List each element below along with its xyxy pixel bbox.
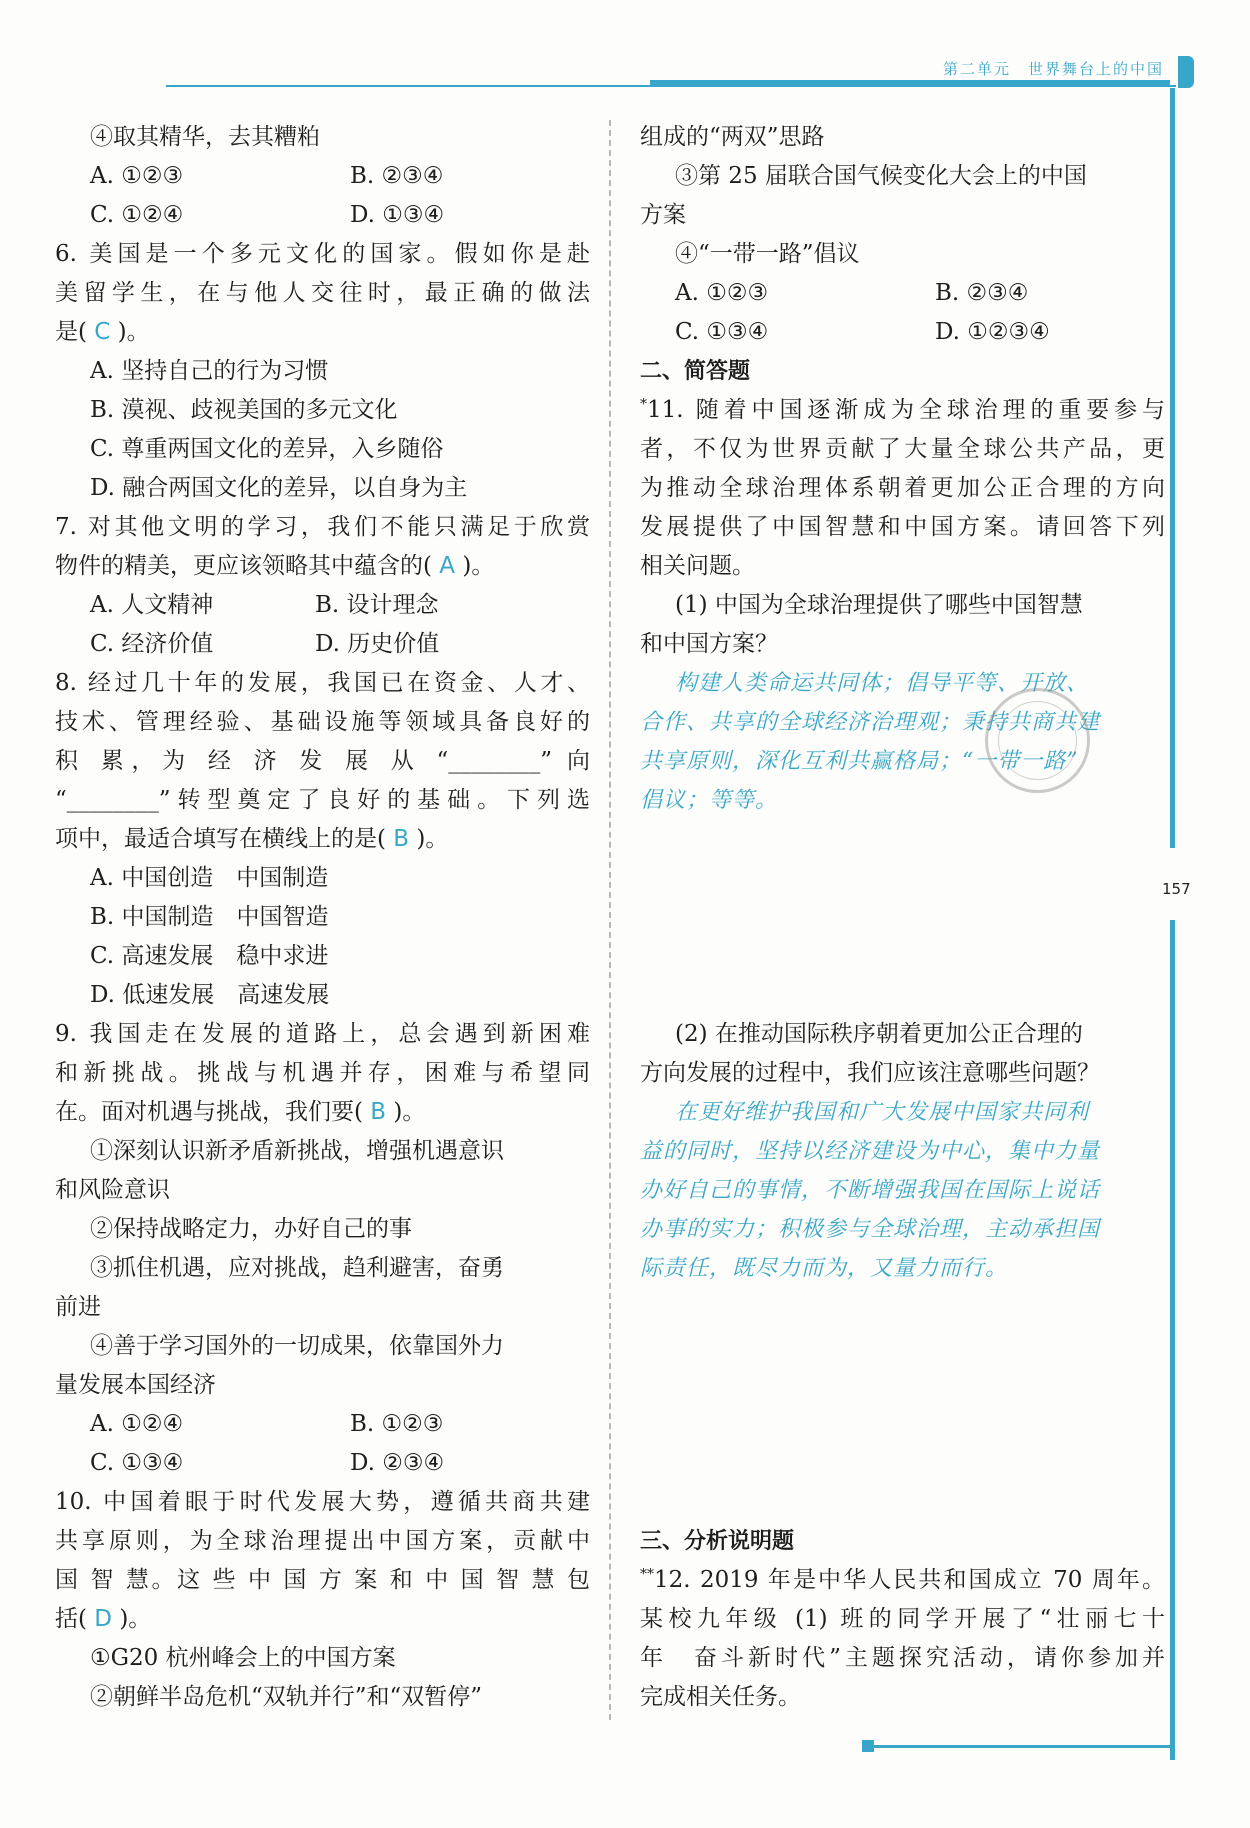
text-line: 美留学生，在与他人交往时，最正确的做法 [55, 280, 590, 306]
text-line: 量发展本国经济 [55, 1372, 216, 1398]
text-line: 6. 美国是一个多元文化的国家。假如你是赴 [55, 241, 590, 267]
text-line: 完成相关任务。 [640, 1684, 801, 1710]
text-line: 积 累，为 经 济 发 展 从 “________” 向 [55, 748, 590, 774]
option: A. 人文精神 [90, 592, 214, 618]
text-line: 为推动全球治理体系朝着更加公正合理的方向 [640, 475, 1165, 501]
text-line: 技术、管理经验、基础设施等领域具备良好的 [55, 709, 590, 735]
option-row [55, 196, 590, 235]
text-line: 者，不仅为世界贡献了大量全球公共产品，更 [640, 436, 1165, 462]
text-line: D. 融合两国文化的差异，以自身为主 [90, 475, 468, 501]
text-line: D. 低速发展 高速发展 [90, 982, 330, 1008]
blank-space [640, 1327, 1165, 1366]
header-rule-thin [166, 85, 1176, 87]
question-line [55, 547, 590, 586]
text-line: 某校九年级 (1) 班的同学开展了“壮丽七十 [640, 1606, 1165, 1632]
text-line: 9. 我国走在发展的道路上，总会遇到新困难 [55, 1021, 590, 1047]
blank-space [640, 898, 1165, 937]
handwritten-answer: 办好自己的事情，不断增强我国在国际上说话 [640, 1178, 1101, 1203]
question-line [55, 313, 590, 352]
text-line: 国 智 慧。这 些 中 国 方 案 和 中 国 智 慧 包 [55, 1567, 590, 1593]
question-text: 项中，最适合填写在横线上的是( [55, 826, 386, 852]
blank-space [640, 820, 1165, 859]
text-line: (1) 中国为全球治理提供了哪些中国智慧 [675, 592, 1083, 618]
footer-dot [862, 1740, 874, 1752]
text-line: B. 中国制造 中国智造 [90, 904, 329, 930]
question-text: 12. 2019 年是中华人民共和国成立 70 周年。 [654, 1567, 1165, 1593]
question-text: )。 [393, 1099, 426, 1125]
answer-mark: B [385, 826, 417, 852]
text-line: 发展提供了中国智慧和中国方案。请回答下列 [640, 514, 1165, 540]
text-line: B. 漠视、歧视美国的多元文化 [90, 397, 398, 423]
option: B. ②③④ [350, 163, 444, 189]
option: C. ①②④ [90, 202, 184, 228]
text-line: 共享原则，为全球治理提出中国方案，贡献中 [55, 1528, 590, 1554]
option-row [55, 157, 590, 196]
question-text: 是( [55, 319, 87, 345]
option: B. ②③④ [935, 280, 1029, 306]
option-row [55, 1405, 590, 1444]
question-text: )。 [119, 1606, 152, 1632]
question-text: 物件的精美，更应该领略其中蕴含的( [55, 553, 432, 579]
text-line: 方案 [640, 202, 686, 228]
handwritten-answer: 倡议；等等。 [640, 788, 779, 813]
text-line: A. 中国创造 中国制造 [90, 865, 329, 891]
blank-space [640, 1366, 1165, 1405]
text-line: 相关问题。 [640, 553, 755, 579]
option: C. ①③④ [90, 1450, 184, 1476]
handwritten-answer: 构建人类命运共同体；倡导平等、开放、 [675, 671, 1090, 696]
blank-space [640, 1405, 1165, 1444]
text-line: C. 高速发展 稳中求进 [90, 943, 329, 969]
text-line: ①G20 杭州峰会上的中国方案 [90, 1645, 396, 1671]
option-row [55, 1444, 590, 1483]
question-line [640, 391, 1165, 430]
text-line: 7. 对其他文明的学习，我们不能只满足于欣赏 [55, 514, 590, 540]
blank-space [640, 976, 1165, 1015]
text-line: ④“一带一路”倡议 [675, 241, 860, 267]
question-text: )。 [462, 553, 495, 579]
unit-header: 第二单元 世界舞台上的中国 [942, 60, 1164, 78]
text-line: 年 奋斗新时代”主题探究活动，请你参加并 [640, 1645, 1165, 1671]
footer-rule [866, 1745, 1172, 1748]
option: A. ①②④ [90, 1411, 184, 1437]
question-text: )。 [416, 826, 449, 852]
text-line: 组成的“两双”思路 [640, 124, 825, 150]
question-line [55, 820, 590, 859]
column-divider [609, 120, 611, 1720]
text-line: ②朝鲜半岛危机“双轨并行”和“双暂停” [90, 1684, 483, 1710]
side-rule-top [1170, 88, 1175, 848]
option-row [640, 274, 1165, 313]
handwritten-answer: 合作、共享的全球经济治理观；秉持共商共建 [640, 710, 1101, 735]
question-text: 在。面对机遇与挑战，我们要( [55, 1099, 363, 1125]
text-line: (2) 在推动国际秩序朝着更加公正合理的 [675, 1021, 1083, 1047]
question-text: )。 [117, 319, 150, 345]
option-row [55, 625, 590, 664]
section-heading: 二、简答题 [640, 359, 751, 384]
text-line: 和风险意识 [55, 1177, 170, 1203]
blank-space [640, 937, 1165, 976]
option: B. 设计理念 [315, 592, 439, 618]
question-text: 括( [55, 1606, 87, 1632]
section-heading: 三、分析说明题 [640, 1529, 795, 1554]
text-line: ①深刻认识新矛盾新挑战，增强机遇意识 [90, 1138, 504, 1164]
text-line: ④善于学习国外的一切成果，依靠国外力 [90, 1333, 504, 1359]
handwritten-answer: 在更好维护我国和广大发展中国家共同利 [675, 1100, 1090, 1125]
handwritten-answer: 共享原则，深化互利共赢格局；“一带一路” [640, 749, 1079, 774]
option: C. 经济价值 [90, 631, 214, 657]
answer-mark: D [86, 1606, 120, 1632]
text-line: 和中国方案？ [640, 631, 778, 657]
side-rule-bottom [1170, 920, 1175, 1760]
text-line: 和新挑战。挑战与机遇并存，困难与希望同 [55, 1060, 590, 1086]
text-line: C. 尊重两国文化的差异，入乡随俗 [90, 436, 444, 462]
difficulty-mark: ** [640, 1566, 654, 1583]
text-line: 方向发展的过程中，我们应该注意哪些问题？ [640, 1060, 1100, 1086]
text-line: 10. 中国着眼于时代发展大势，遵循共商共建 [55, 1489, 590, 1515]
option: A. ①②③ [675, 280, 769, 306]
blank-space [640, 859, 1165, 898]
left-column [55, 118, 590, 1717]
answer-mark: B [362, 1099, 394, 1125]
blank-space [640, 1288, 1165, 1327]
option: B. ①②③ [350, 1411, 444, 1437]
text-line: ③第 25 届联合国气候变化大会上的中国 [675, 163, 1087, 189]
text-line: ②保持战略定力，办好自己的事 [90, 1216, 412, 1242]
text-line: A. 坚持自己的行为习惯 [90, 358, 329, 384]
header-tab [1178, 56, 1194, 88]
page-number: 157 [1162, 880, 1191, 898]
difficulty-mark: * [640, 396, 647, 413]
blank-space [640, 1483, 1165, 1522]
handwritten-answer: 办事的实力；积极参与全球治理，主动承担国 [640, 1217, 1101, 1242]
option: D. ①②③④ [935, 319, 1050, 345]
blank-space [640, 1444, 1165, 1483]
question-line [55, 1600, 590, 1639]
text-line: ③抓住机遇，应对挑战，趋利避害，奋勇 [90, 1255, 504, 1281]
option: C. ①③④ [675, 319, 769, 345]
option: D. 历史价值 [315, 631, 440, 657]
right-column [640, 118, 1165, 1717]
option: D. ①③④ [350, 202, 445, 228]
text-line: “________”转型奠定了良好的基础。下列选 [55, 787, 590, 813]
stamp-seal [985, 688, 1090, 793]
handwritten-answer: 际责任，既尽力而为，又量力而行。 [640, 1256, 1009, 1281]
handwritten-answer: 益的同时，坚持以经济建设为中心，集中力量 [640, 1139, 1101, 1164]
option-row [640, 313, 1165, 352]
option-row [55, 586, 590, 625]
answer-mark: A [431, 553, 463, 579]
text-line: 前进 [55, 1294, 101, 1320]
question-line [55, 1093, 590, 1132]
option: A. ①②③ [90, 163, 184, 189]
answer-mark: C [86, 319, 118, 345]
question-line [640, 1561, 1165, 1600]
question-text: 11. 随着中国逐渐成为全球治理的重要参与 [647, 397, 1165, 423]
text-line: 8. 经过几十年的发展，我国已在资金、人才、 [55, 670, 590, 696]
text-line: ④取其精华，去其糟粕 [90, 124, 320, 150]
option: D. ②③④ [350, 1450, 445, 1476]
